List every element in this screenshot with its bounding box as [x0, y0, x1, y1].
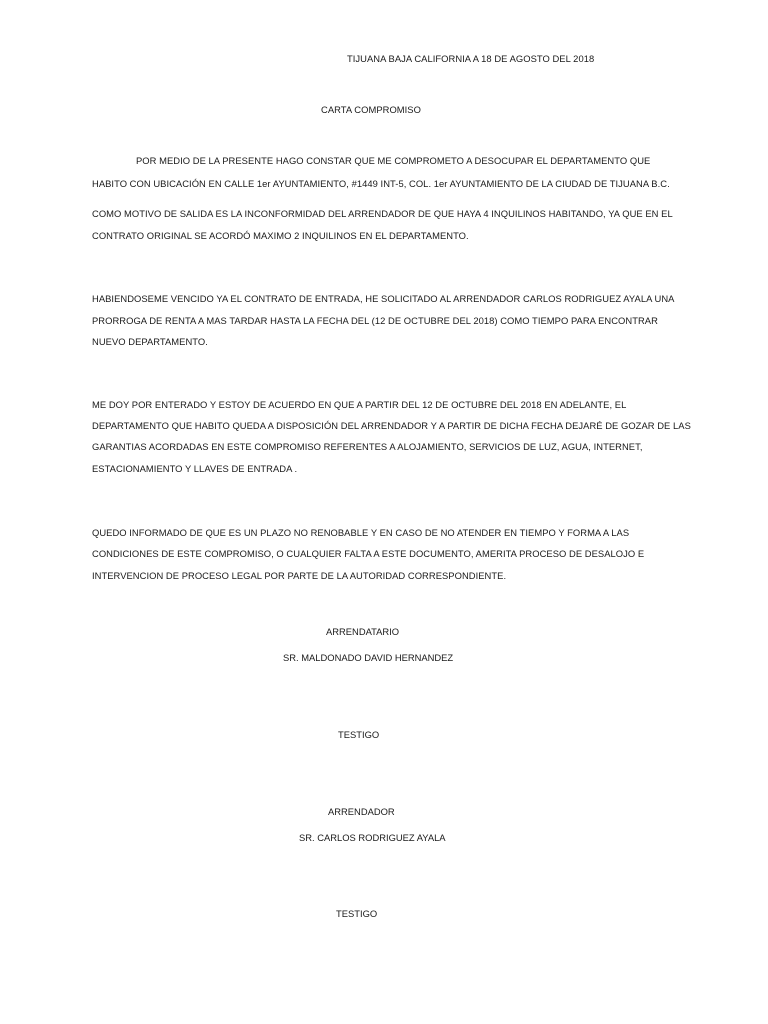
place-date: TIJUANA BAJA CALIFORNIA A 18 DE AGOSTO DEL 2018 — [347, 53, 595, 64]
paragraph-5-line-1: QUEDO INFORMADO DE QUE ES UN PLAZO NO RENOBABLE Y EN CASO DE NO ATENDER EN TIEMPO Y FORMA A LAS — [92, 527, 630, 538]
paragraph-5-line-3: INTERVENCION DE PROCESO LEGAL POR PARTE DE LA AUTORIDAD CORRESPONDIENTE. — [92, 570, 507, 581]
tenant-name: SR. MALDONADO DAVID HERNANDEZ — [283, 652, 454, 663]
paragraph-3-line-1: HABIENDOSEME VENCIDO YA EL CONTRATO DE ENTRADA, HE SOLICITADO AL ARRENDADOR CARLOS RODRIGUEZ AYALA UNA — [92, 293, 675, 304]
paragraph-2-line-2: CONTRATO ORIGINAL SE ACORDÓ MAXIMO 2 INQUILINOS EN EL DEPARTAMENTO. — [92, 230, 469, 241]
witness-2-label: TESTIGO — [336, 908, 378, 919]
paragraph-3-line-3: NUEVO DEPARTAMENTO. — [92, 336, 208, 347]
paragraph-1-line-1: POR MEDIO DE LA PRESENTE HAGO CONSTAR QUE ME COMPROMETO A DESOCUPAR EL DEPARTAMENTO QUE — [136, 155, 651, 166]
document-title: CARTA COMPROMISO — [321, 104, 421, 115]
paragraph-4-line-3: GARANTIAS ACORDADAS EN ESTE COMPROMISO REFERENTES A ALOJAMIENTO, SERVICIOS DE LUZ, AGUA, INTERNET, — [92, 441, 643, 452]
paragraph-5-line-2: CONDICIONES DE ESTE COMPROMISO, O CUALQUIER FALTA A ESTE DOCUMENTO, AMERITA PROCESO DE DESALOJO E — [92, 548, 645, 559]
paragraph-3-line-2: PRORROGA DE RENTA A MAS TARDAR HASTA LA FECHA DEL (12 DE OCTUBRE DEL 2018) COMO TIEMPO PARA ENCONTRAR — [92, 315, 658, 326]
paragraph-4-line-2: DEPARTAMENTO QUE HABITO QUEDA A DISPOSICIÓN DEL ARRENDADOR Y A PARTIR DE DICHA FECHA DEJARÉ DE GOZAR DE LAS — [92, 420, 691, 431]
paragraph-4-line-4: ESTACIONAMIENTO Y LLAVES DE ENTRADA . — [92, 463, 298, 474]
tenant-role: ARRENDATARIO — [326, 626, 400, 637]
landlord-role: ARRENDADOR — [328, 806, 395, 817]
landlord-name: SR. CARLOS RODRIGUEZ AYALA — [299, 832, 446, 843]
paragraph-1-line-2: HABITO CON UBICACIÓN EN CALLE 1er AYUNTAMIENTO, #1449 INT-5, COL. 1er AYUNTAMIENTO DE LA CIUDAD DE TIJUANA B.C. — [92, 178, 670, 189]
paragraph-4-line-1: ME DOY POR ENTERADO Y ESTOY DE ACUERDO EN QUE A PARTIR DEL 12 DE OCTUBRE DEL 2018 EN ADELANTE, EL — [92, 399, 627, 410]
paragraph-2-line-1: COMO MOTIVO DE SALIDA ES LA INCONFORMIDAD DEL ARRENDADOR DE QUE HAYA 4 INQUILINOS HABITANDO, YA QUE EN EL — [92, 208, 673, 219]
witness-1-label: TESTIGO — [338, 729, 380, 740]
